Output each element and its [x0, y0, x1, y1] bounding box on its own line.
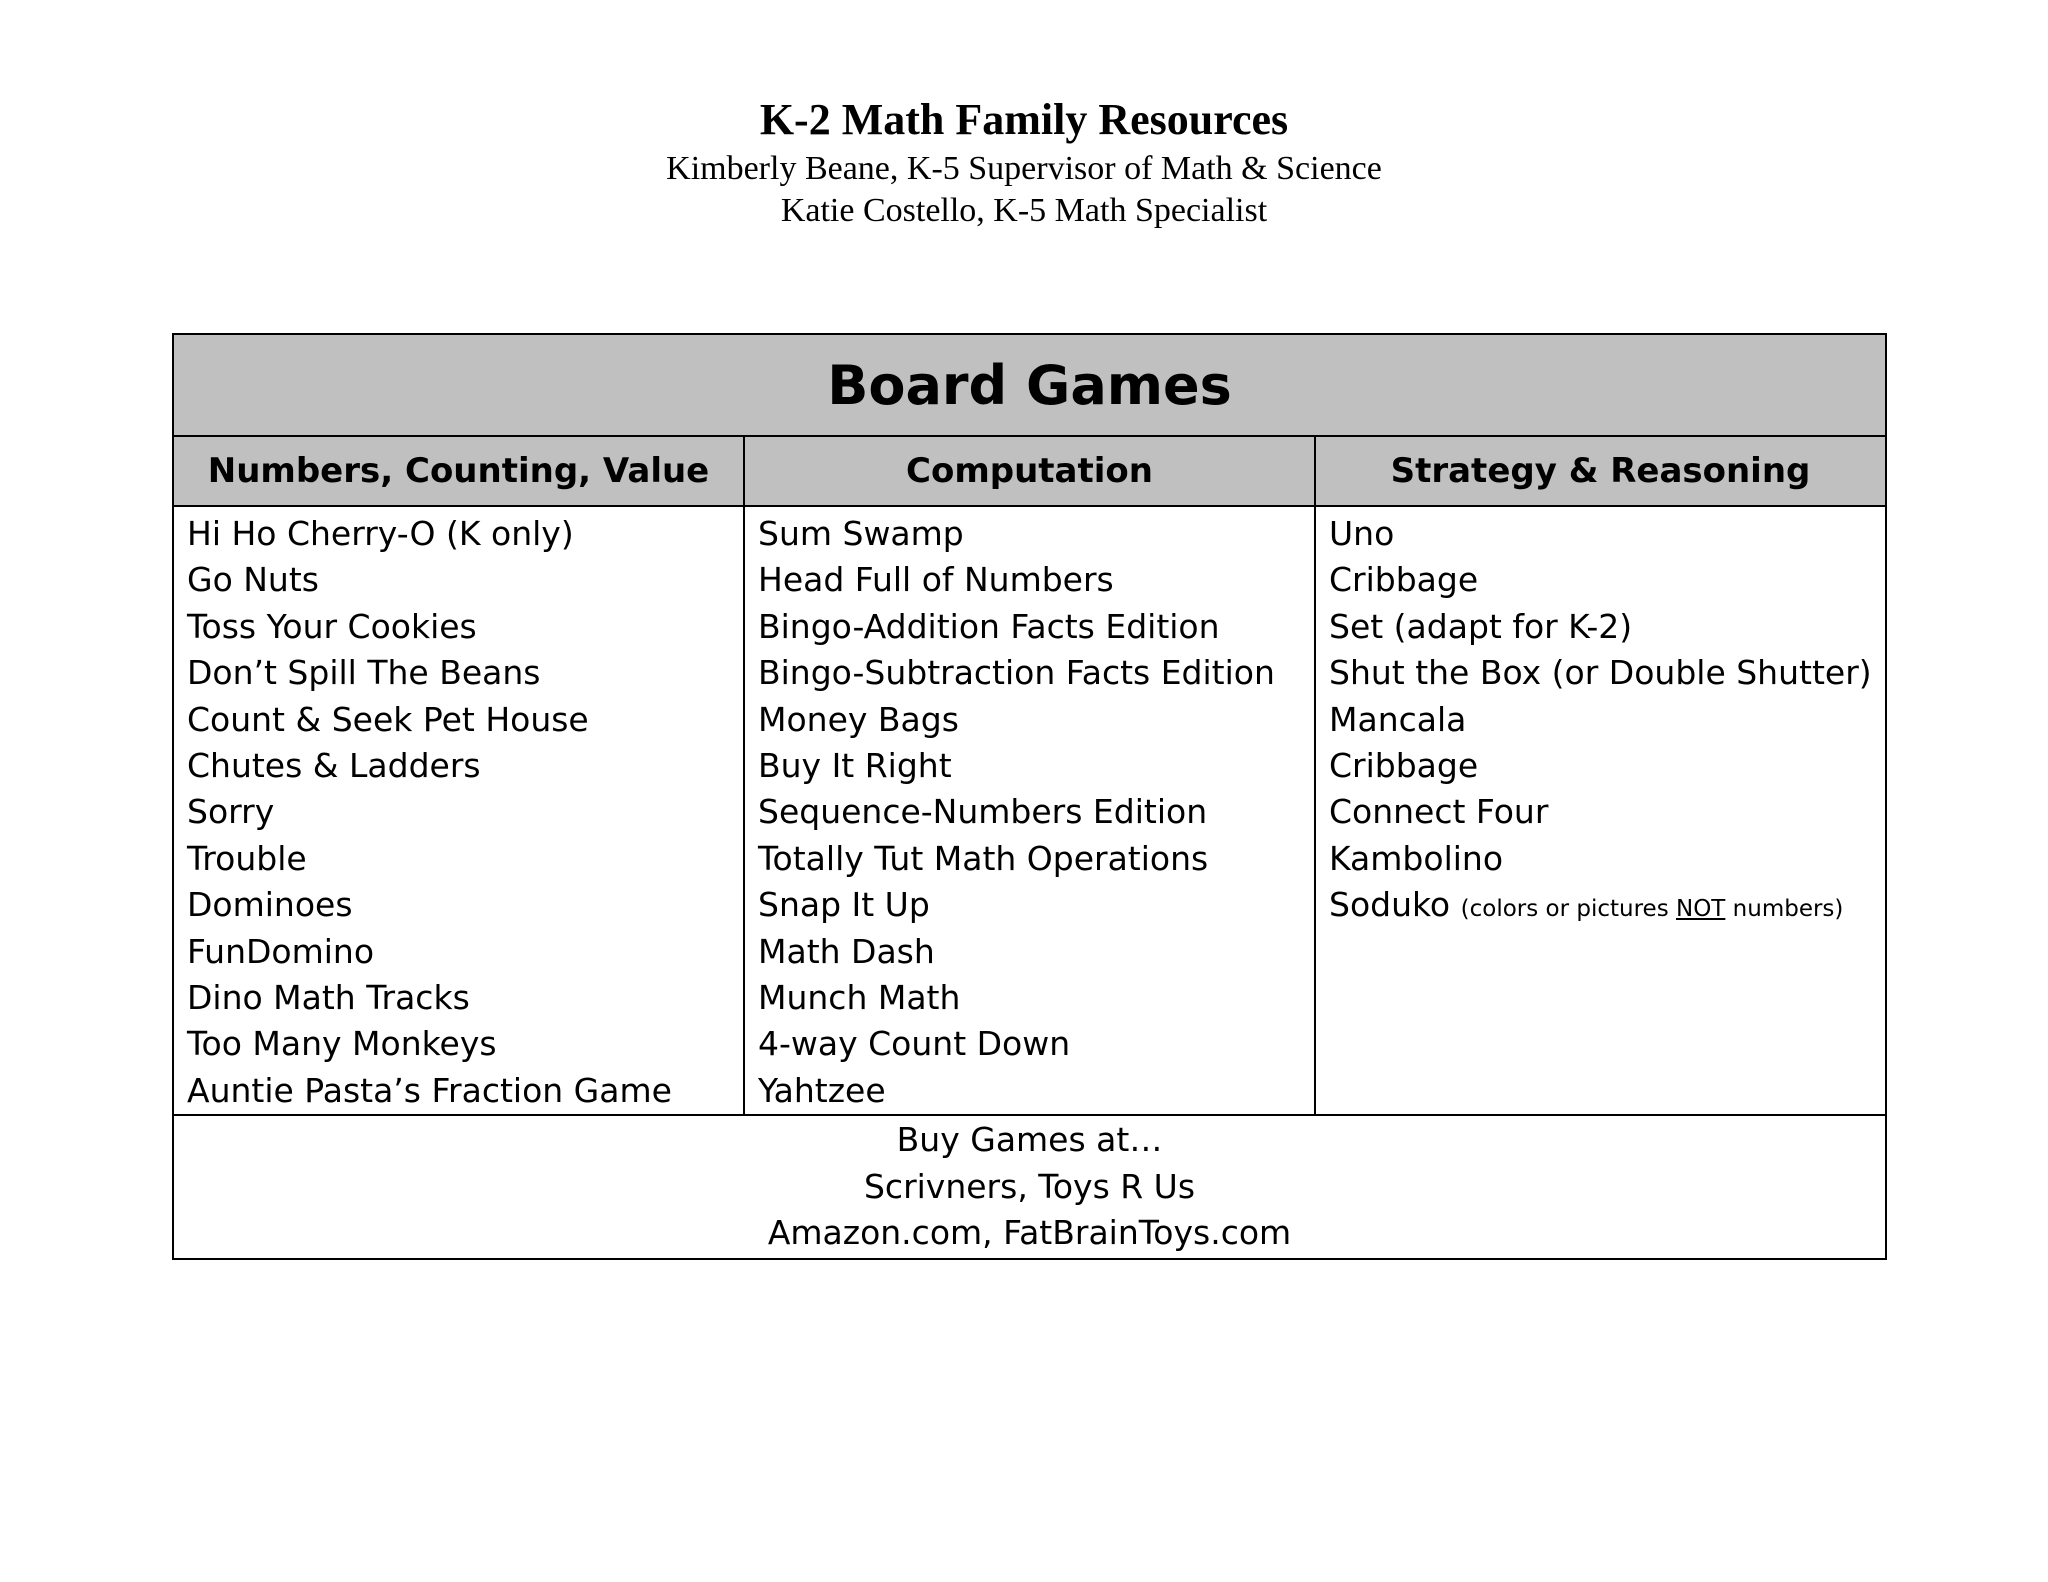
- list-item: Count & Seek Pet House: [187, 699, 589, 739]
- author-line-2: Katie Costello, K-5 Math Specialist: [780, 192, 1268, 229]
- computation-games-list: [758, 511, 1302, 1114]
- list-item: Shut the Box (or Double Shutter): [1329, 653, 1872, 693]
- soduko-note: [1461, 896, 1844, 922]
- numbers-games-list: [187, 511, 731, 1114]
- footer-line-2: Scrivners, Toys R Us: [863, 1166, 1196, 1206]
- list-item: Head Full of Numbers: [758, 560, 1114, 600]
- list-item: Don’t Spill The Beans: [187, 653, 541, 693]
- list-item: Yahtzee: [758, 1070, 886, 1110]
- list-item: Munch Math: [758, 978, 961, 1018]
- soduko-note-prefix: (colors or pictures: [1460, 896, 1676, 923]
- list-item: Money Bags: [758, 699, 959, 739]
- list-item: Set (adapt for K-2): [1329, 606, 1633, 646]
- list-item: Totally Tut Math Operations: [758, 838, 1209, 878]
- list-item: Bingo-Addition Facts Edition: [758, 606, 1220, 646]
- numbers-games-cell: [173, 506, 744, 1115]
- list-item: Dino Math Tracks: [187, 978, 470, 1018]
- list-item: Sequence-Numbers Edition: [758, 792, 1208, 832]
- board-games-table: [172, 333, 1887, 1260]
- table-title: Board Games: [173, 334, 1886, 436]
- list-item: Connect Four: [1329, 792, 1549, 832]
- list-item: Snap It Up: [758, 885, 930, 925]
- column-header-strategy: Strategy & Reasoning: [1315, 436, 1886, 506]
- list-item: Mancala: [1329, 699, 1467, 739]
- strategy-games-cell: [1315, 506, 1886, 1115]
- list-item: Buy It Right: [758, 746, 952, 786]
- list-item: Trouble: [187, 838, 307, 878]
- list-item: Cribbage: [1329, 746, 1479, 786]
- list-item: Cribbage: [1329, 560, 1479, 600]
- column-header-numbers: Numbers, Counting, Value: [173, 436, 744, 506]
- list-item: Auntie Pasta’s Fraction Game: [187, 1070, 672, 1110]
- computation-games-cell: [744, 506, 1315, 1115]
- list-item: Bingo-Subtraction Facts Edition: [758, 653, 1275, 693]
- buy-games-footer: [173, 1115, 1886, 1258]
- list-item: Kambolino: [1329, 838, 1504, 878]
- author-line-1: Kimberly Beane, K-5 Supervisor of Math & Science: [666, 150, 1382, 187]
- column-header-computation: Computation: [744, 436, 1315, 506]
- footer-line-3: Amazon.com, FatBrainToys.com: [767, 1213, 1292, 1253]
- soduko-note-emphasis: NOT: [1676, 896, 1726, 923]
- list-item: Math Dash: [758, 931, 935, 971]
- soduko-name: Soduko: [1329, 885, 1451, 925]
- list-item: Chutes & Ladders: [187, 746, 481, 786]
- list-item: Sum Swamp: [758, 514, 964, 553]
- document-title: K-2 Math Family Resources: [759, 95, 1289, 144]
- strategy-games-list: [1329, 511, 1873, 933]
- list-item: Sorry: [187, 792, 275, 832]
- list-item: Dominoes: [187, 885, 353, 925]
- list-item: Go Nuts: [187, 560, 319, 600]
- list-item: FunDomino: [187, 931, 375, 971]
- list-item: Toss Your Cookies: [187, 606, 477, 646]
- list-item: 4-way Count Down: [758, 1024, 1071, 1064]
- list-item: Hi Ho Cherry-O (K only): [187, 514, 574, 553]
- footer-line-1: Buy Games at…: [896, 1120, 1163, 1160]
- soduko-note-suffix: numbers): [1725, 896, 1844, 923]
- document-header: [0, 92, 2048, 232]
- list-item: Too Many Monkeys: [187, 1024, 497, 1064]
- list-item: Uno: [1329, 514, 1395, 553]
- list-item-soduko: [1329, 882, 1873, 932]
